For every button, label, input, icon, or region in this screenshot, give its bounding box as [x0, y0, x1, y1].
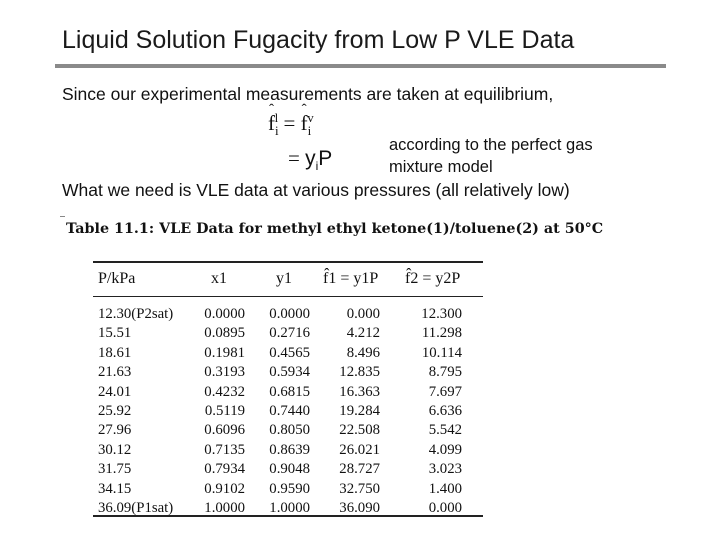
header-f2: f̂2 = y2P: [405, 270, 461, 287]
cell-f1: 36.090: [339, 499, 380, 516]
cell-f2: 3.023: [428, 461, 462, 478]
column-y1: [262, 305, 310, 518]
cell-pressure: 25.92: [98, 402, 132, 419]
table-header-rule: [93, 296, 483, 297]
eq2-equals: =: [288, 146, 300, 170]
cell-x1: 0.7934: [204, 461, 245, 478]
followup-text: What we need is VLE data at various pressures (all relatively low): [62, 180, 570, 200]
cell-x1: 0.7135: [204, 441, 245, 458]
eq1-lhs-sub: i: [275, 123, 279, 139]
cell-pressure: 24.01: [98, 383, 132, 400]
header-x1: x1: [211, 270, 227, 287]
cell-f2: 8.795: [428, 364, 462, 381]
cell-f1: 32.750: [339, 480, 380, 497]
cell-pressure: 27.96: [98, 422, 132, 439]
intro-text: Since our experimental measurements are taken at equilibrium,: [62, 84, 554, 104]
cell-x1: 0.0895: [204, 325, 245, 342]
cell-y1: 0.2716: [269, 325, 310, 342]
cell-f2: 1.400: [428, 480, 462, 497]
cell-pressure: 34.15: [98, 480, 132, 497]
cell-f2: 6.636: [428, 402, 462, 419]
cell-f1: 8.496: [346, 344, 380, 361]
perfect-gas-equation: [288, 146, 332, 173]
note-line: according to the perfect gas: [389, 136, 593, 154]
small-mark: [60, 216, 65, 217]
column-x1: [197, 305, 245, 518]
cell-pressure: 18.61: [98, 344, 132, 361]
eq2-y: y: [305, 147, 316, 170]
table-top-rule: [93, 261, 483, 263]
cell-x1: 0.9102: [204, 480, 245, 497]
cell-y1: 0.8639: [269, 441, 310, 458]
cell-f1: 26.021: [339, 441, 380, 458]
column-pressure: [98, 305, 173, 518]
cell-f2: 11.298: [421, 325, 462, 342]
cell-y1: 0.7440: [269, 402, 310, 419]
equilibrium-equation: [268, 110, 314, 139]
cell-f1: 19.284: [339, 402, 380, 419]
cell-y1: 0.5934: [269, 364, 310, 381]
cell-x1: 0.1981: [204, 344, 245, 361]
cell-f2: 7.697: [428, 383, 462, 400]
header-y1: y1: [276, 270, 292, 287]
table-caption: Table 11.1: VLE Data for methyl ethyl ketone(1)/toluene(2) at 50°C: [66, 221, 604, 237]
column-f2: [414, 305, 462, 518]
cell-f1: 4.212: [346, 325, 380, 342]
cell-pressure: 30.12: [98, 441, 132, 458]
eq2-p: P: [318, 147, 333, 170]
cell-f2: 4.099: [428, 441, 462, 458]
cell-f1: 22.508: [339, 422, 380, 439]
cell-pressure: 31.75: [98, 461, 132, 478]
cell-x1: 0.4232: [204, 383, 245, 400]
eq1-rhs-sup: v: [307, 110, 314, 125]
cell-x1: 0.0000: [204, 306, 245, 322]
column-f1: [334, 305, 380, 518]
cell-y1: 0.9048: [269, 461, 310, 478]
cell-f2: 12.300: [421, 306, 462, 322]
eq1-equals: =: [283, 111, 296, 135]
cell-y1: 0.8050: [269, 422, 310, 439]
cell-y1: 0.0000: [269, 306, 310, 322]
cell-f2: 10.114: [421, 344, 462, 361]
cell-f2: 0.000: [428, 499, 462, 516]
title-divider: [55, 64, 666, 68]
cell-pressure: 21.63: [98, 364, 132, 381]
cell-pressure: 36.09(P1sat): [98, 499, 174, 516]
cell-pressure: 15.51: [98, 325, 132, 342]
cell-x1: 1.0000: [204, 499, 245, 516]
f-hat-liquid: ˆ f: [268, 111, 275, 136]
cell-x1: 0.5119: [204, 402, 245, 419]
cell-f1: 28.727: [339, 461, 380, 478]
eq1-rhs-sub: i: [307, 123, 312, 139]
eq2-sub: i: [315, 159, 319, 174]
cell-y1: 0.9590: [269, 480, 310, 497]
cell-x1: 0.6096: [204, 422, 245, 439]
cell-f1: 0.000: [346, 306, 380, 322]
cell-x1: 0.3193: [204, 364, 245, 381]
header-pressure: P/kPa: [98, 270, 136, 287]
slide-title: Liquid Solution Fugacity from Low P VLE Data: [62, 26, 575, 54]
cell-y1: 0.4565: [269, 344, 310, 361]
eq1-lhs-sup: l: [274, 110, 279, 125]
header-f1: f̂1 = y1P: [323, 270, 379, 287]
cell-f2: 5.542: [428, 422, 462, 439]
cell-y1: 0.6815: [269, 383, 310, 400]
cell-pressure: 12.30(P2sat): [98, 306, 174, 322]
cell-y1: 1.0000: [269, 499, 310, 516]
cell-f1: 12.835: [339, 364, 380, 381]
f-hat-vapor: ˆ f: [301, 111, 308, 136]
cell-f1: 16.363: [339, 383, 380, 400]
note-line: mixture model: [389, 158, 493, 176]
perfect-gas-note: [389, 134, 593, 178]
